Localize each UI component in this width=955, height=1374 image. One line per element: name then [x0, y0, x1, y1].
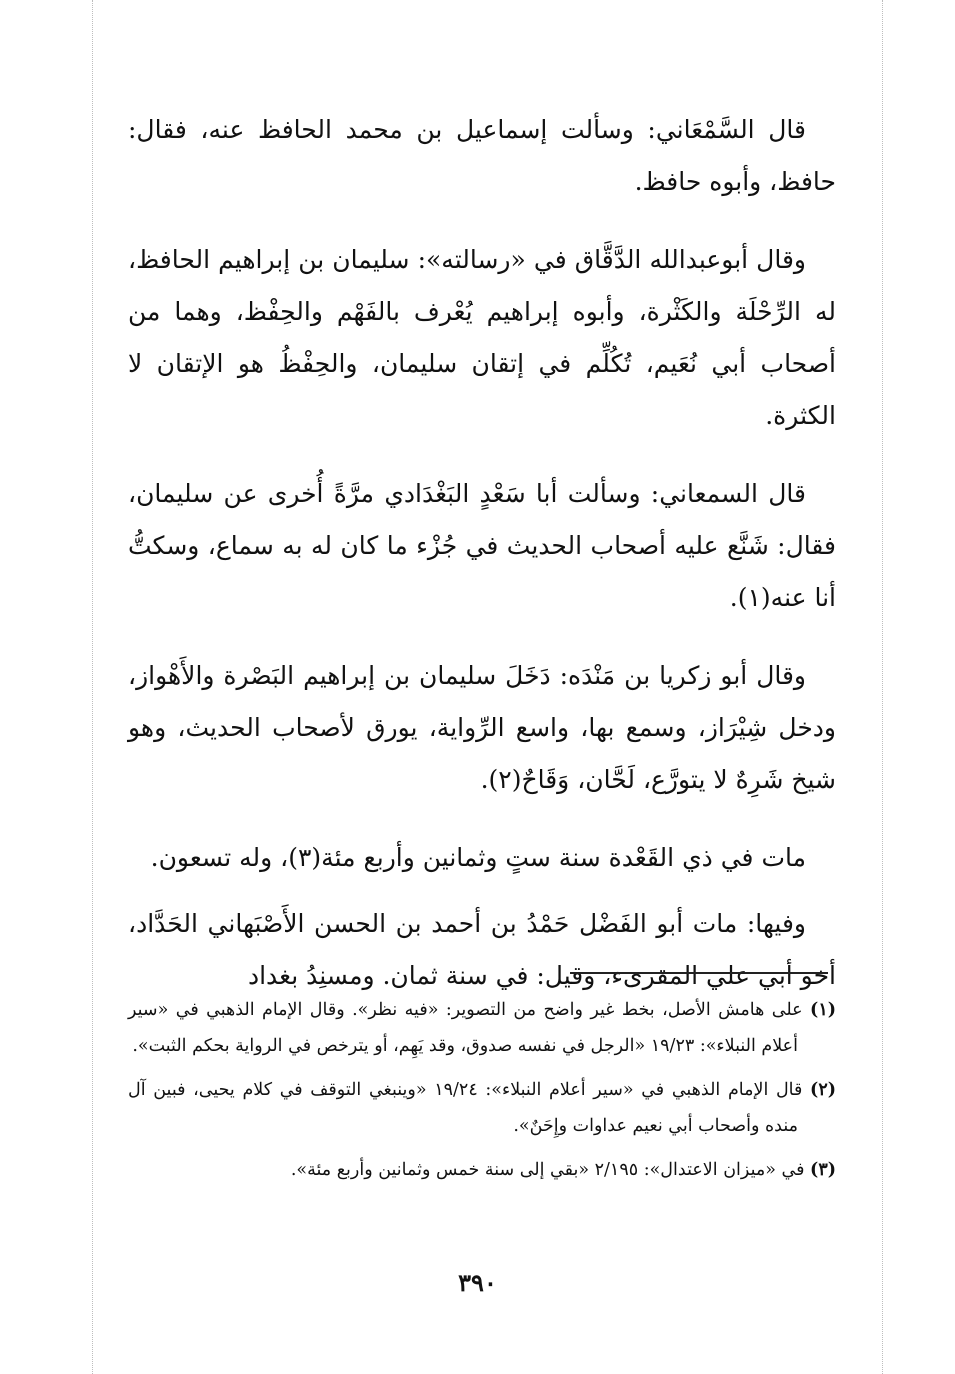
paragraph-samani-quote: قال السَّمْعَاني: وسألت إسماعيل بن محمد الحافظ عنه، فقال: حافظ، وأبوه حافظ.	[128, 115, 836, 196]
page-number: ٣٩٠	[458, 1268, 497, 1297]
footnote-3	[128, 1152, 836, 1188]
footnote-number: (٣)	[810, 1160, 836, 1180]
footnote-2	[128, 1072, 836, 1144]
footnote-text: في «ميزان الاعتدال»: ٢/١٩٥ «بقي إلى سنة خمس وثمانين وأربع مئة».	[290, 1160, 805, 1180]
footnote-number: (٢)	[810, 1080, 837, 1100]
paragraph-death-date: مات في ذي القَعْدة سنة ستٍ وثمانين وأربع مئة(٣)، وله تسعون.	[150, 843, 806, 872]
scan-margin-line-left	[92, 0, 93, 1374]
paragraph-same-year-deaths: وفيها: مات أبو الفَضْل حَمْدُ بن أحمد بن الحسن الأَصْبَهاني الحَدَّاد، أخو أبي علي المقرىء، وقيل: في سنة ثمان. ومسنِدُ بغداد	[128, 909, 836, 990]
footnote-separator	[570, 972, 828, 974]
footnote-text: على هامش الأصل، بخط غير واضح من التصوير: «فيه نظر». وقال الإمام الذهبي في «سير أعلام النبلاء»: ١٩/٢٣ «الرجل في نفسه صدوق، وقد يَهِم، أو يترخص في الرواية بحكم الثبت».	[128, 1000, 803, 1056]
scan-margin-line-right	[882, 0, 883, 1374]
footnotes	[128, 992, 836, 1196]
main-text	[128, 104, 836, 1028]
paragraph-ibn-mandah-quote: وقال أبو زكريا بن مَنْدَه: دَخَلَ سليمان بن إبراهيم البَصْرة والأَهْواز، ودخل شِيْرَاز، وسمع بها، واسع الرِّواية، يورق لأصحاب الحديث، وهو شيخ شَرِهٌ لا يتورَّع، لَحَّان، وَقَاحٌ(٢).	[128, 661, 836, 794]
footnote-1	[128, 992, 836, 1064]
paragraph-daqqaq-quote: وقال أبوعبدالله الدَّقَّاق في «رسالته»: سليمان بن إبراهيم الحافظ، له الرِّحْلَة والكَثْرة، وأبوه إبراهيم يُعْرف بالفَهْم والحِفْظ، وهما من أصحاب أبي نُعَيم، تُكُلِّم في إتقان سليمان، والحِفْظُ هو الإتقان لا الكثرة.	[128, 245, 836, 430]
footnote-text: قال الإمام الذهبي في «سير أعلام النبلاء»: ١٩/٢٤ «وينبغي التوقف في كلام يحيى، فبين آل منده وأصحاب أبي نعيم عداوات وإِحَنٌ».	[128, 1080, 803, 1136]
footnote-number: (١)	[810, 1000, 836, 1020]
paragraph-samani-second-quote: قال السمعاني: وسألت أبا سَعْدٍ البَغْدَادي مرَّةً أُخرى عن سليمان، فقال: شَنَّع عليه أصحاب الحديث في جُزْء ما كان له به سماع، وسكتُّ أنا عنه(١).	[128, 479, 836, 612]
